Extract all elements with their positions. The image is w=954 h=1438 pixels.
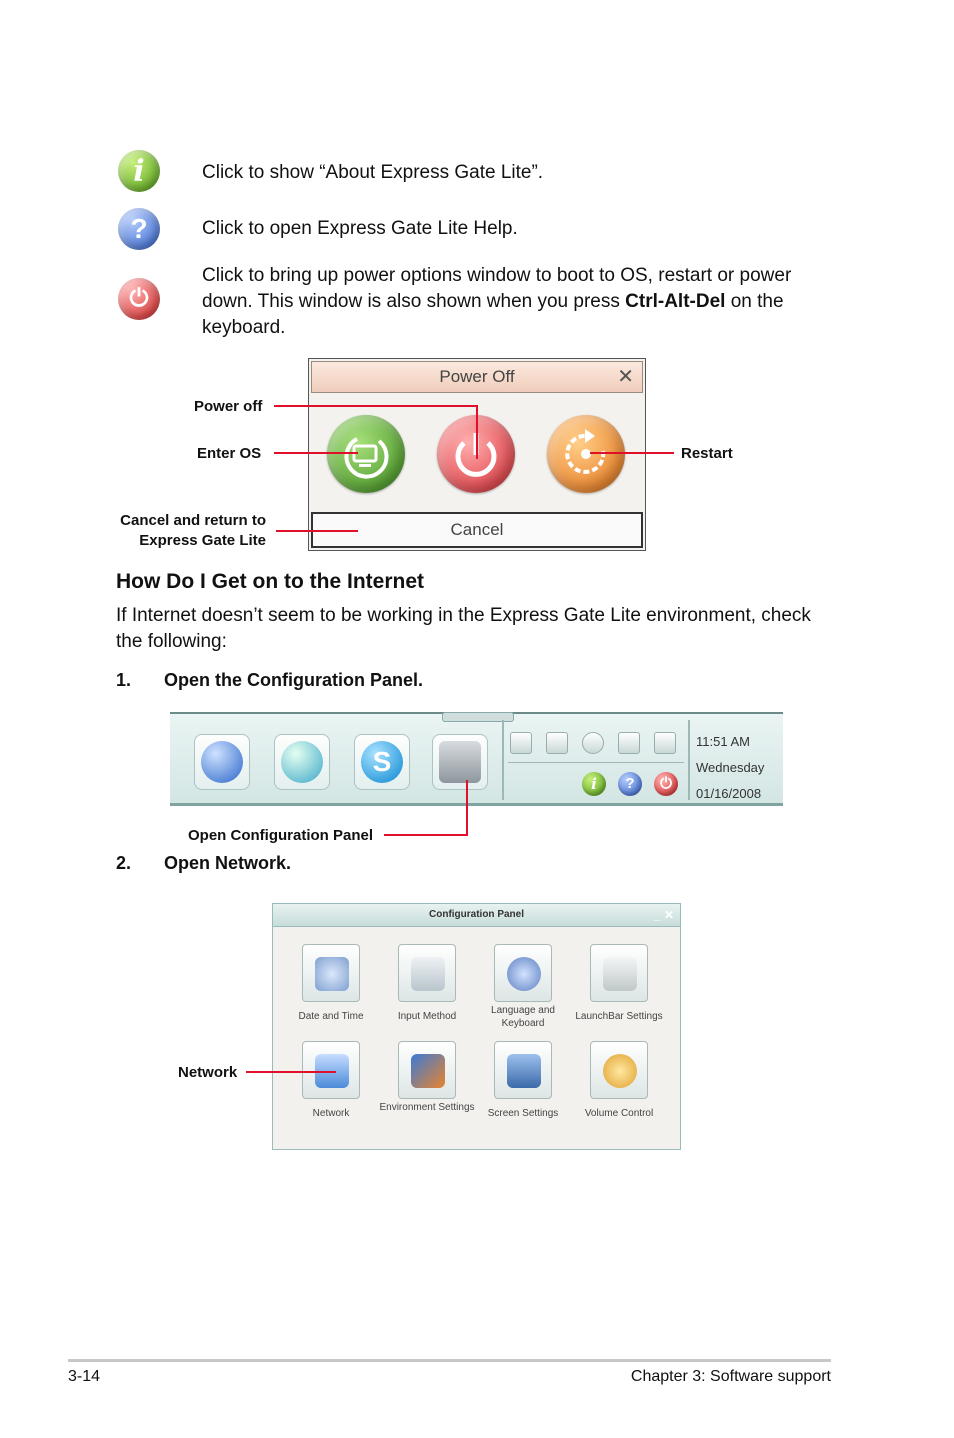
callout-restart: Restart: [681, 445, 733, 462]
clock-icon: [315, 957, 349, 991]
skype-icon: S: [361, 741, 403, 783]
config-panel-title: Configuration Panel: [429, 909, 524, 920]
clock-day: Wednesday: [696, 760, 765, 775]
config-item-volume[interactable]: Volume Control: [571, 1041, 667, 1120]
power-window-titlebar: [311, 361, 643, 393]
step-number: 2.: [116, 853, 132, 873]
globe-icon: [507, 957, 541, 991]
info-icon: i: [116, 148, 162, 194]
cancel-button[interactable]: Cancel: [311, 512, 643, 548]
callout-line: [276, 530, 358, 532]
help-icon[interactable]: ?: [618, 772, 642, 796]
callout-line: [274, 452, 358, 454]
shortcut-keys: Ctrl-Alt-Del: [625, 291, 726, 312]
config-item-language[interactable]: Language and Keyboard: [475, 944, 571, 1030]
help-icon: ?: [116, 206, 162, 252]
tray-item-5[interactable]: [654, 732, 676, 754]
divider: [688, 720, 690, 800]
config-item-screen[interactable]: Screen Settings: [475, 1041, 571, 1120]
callout-enter-os: Enter OS: [197, 445, 262, 462]
chat-icon: [281, 741, 323, 783]
screen-icon: [507, 1054, 541, 1088]
page-number: 3-14: [68, 1368, 101, 1385]
tray-item-2[interactable]: [546, 732, 568, 754]
config-panel-titlebar: [273, 904, 680, 927]
info-description: Click to show “About Express Gate Lite”.: [202, 162, 544, 183]
browser-button[interactable]: [194, 734, 250, 790]
config-item-date-time[interactable]: Date and Time: [283, 944, 379, 1023]
clock-date: 01/16/2008: [696, 786, 762, 801]
power-icon: ⏻: [116, 276, 162, 322]
power-description: Click to bring up power options window to boot to OS, restart or power down. This window is also shown when you press Ctrl-Alt-Del on the keyboard.: [202, 265, 792, 338]
enter-os-button[interactable]: [327, 415, 405, 493]
config-item-launchbar[interactable]: LaunchBar Settings: [571, 944, 667, 1023]
step-number: 1.: [116, 670, 132, 690]
launch-bar: [170, 712, 783, 806]
step-text: Open Network.: [164, 853, 292, 873]
clock: [696, 729, 764, 807]
config-panel-button[interactable]: [432, 734, 488, 790]
info-icon[interactable]: i: [582, 772, 606, 796]
configuration-panel: [272, 903, 681, 1150]
callout-line: [246, 1071, 336, 1073]
power-window-title: Power Off: [439, 367, 515, 386]
callout-line: [476, 405, 478, 459]
clock-time: 11:51 AM: [696, 734, 750, 749]
chat-button[interactable]: [274, 734, 330, 790]
divider: [508, 762, 684, 763]
tray-item-3[interactable]: [582, 732, 604, 754]
callout-cancel: Cancel and return to Express Gate Lite: [120, 512, 266, 549]
section-heading: How Do I Get on to the Internet: [116, 570, 424, 593]
environment-icon: [411, 1054, 445, 1088]
browser-icon: [201, 741, 243, 783]
callout-network: Network: [178, 1064, 238, 1081]
power-icon[interactable]: ⏻: [654, 772, 678, 796]
callout-line: [466, 780, 468, 836]
config-item-environment[interactable]: Environment Settings: [379, 1041, 475, 1114]
launchbar-icon: [603, 957, 637, 991]
restart-button[interactable]: [547, 415, 625, 493]
settings-icon: [439, 741, 481, 783]
restart-icon: [547, 415, 625, 493]
keyboard-icon: [411, 957, 445, 991]
tray-item-4[interactable]: [618, 732, 640, 754]
monitor-icon: [327, 415, 405, 493]
callout-line: [384, 834, 468, 836]
tray-item-1[interactable]: [510, 732, 532, 754]
step-text: Open the Configuration Panel.: [164, 670, 424, 690]
callout-line: [274, 405, 478, 407]
callout-power-off: Power off: [194, 398, 263, 415]
section-intro: If Internet doesn’t seem to be working in the Express Gate Lite environment, check the following:: [116, 605, 811, 652]
config-item-network[interactable]: Network: [283, 1041, 379, 1120]
callout-open-config: Open Configuration Panel: [188, 827, 374, 844]
config-item-input-method[interactable]: Input Method: [379, 944, 475, 1023]
close-icon[interactable]: ✕: [617, 366, 634, 388]
speaker-icon: [603, 1054, 637, 1088]
divider: [502, 720, 504, 800]
skype-button[interactable]: [354, 734, 410, 790]
callout-line: [590, 452, 674, 454]
window-controls[interactable]: _ ✕: [653, 908, 674, 922]
footer-rule: [68, 1359, 831, 1362]
chapter-title: Chapter 3: Software support: [630, 1368, 831, 1385]
help-description: Click to open Express Gate Lite Help.: [202, 218, 518, 239]
